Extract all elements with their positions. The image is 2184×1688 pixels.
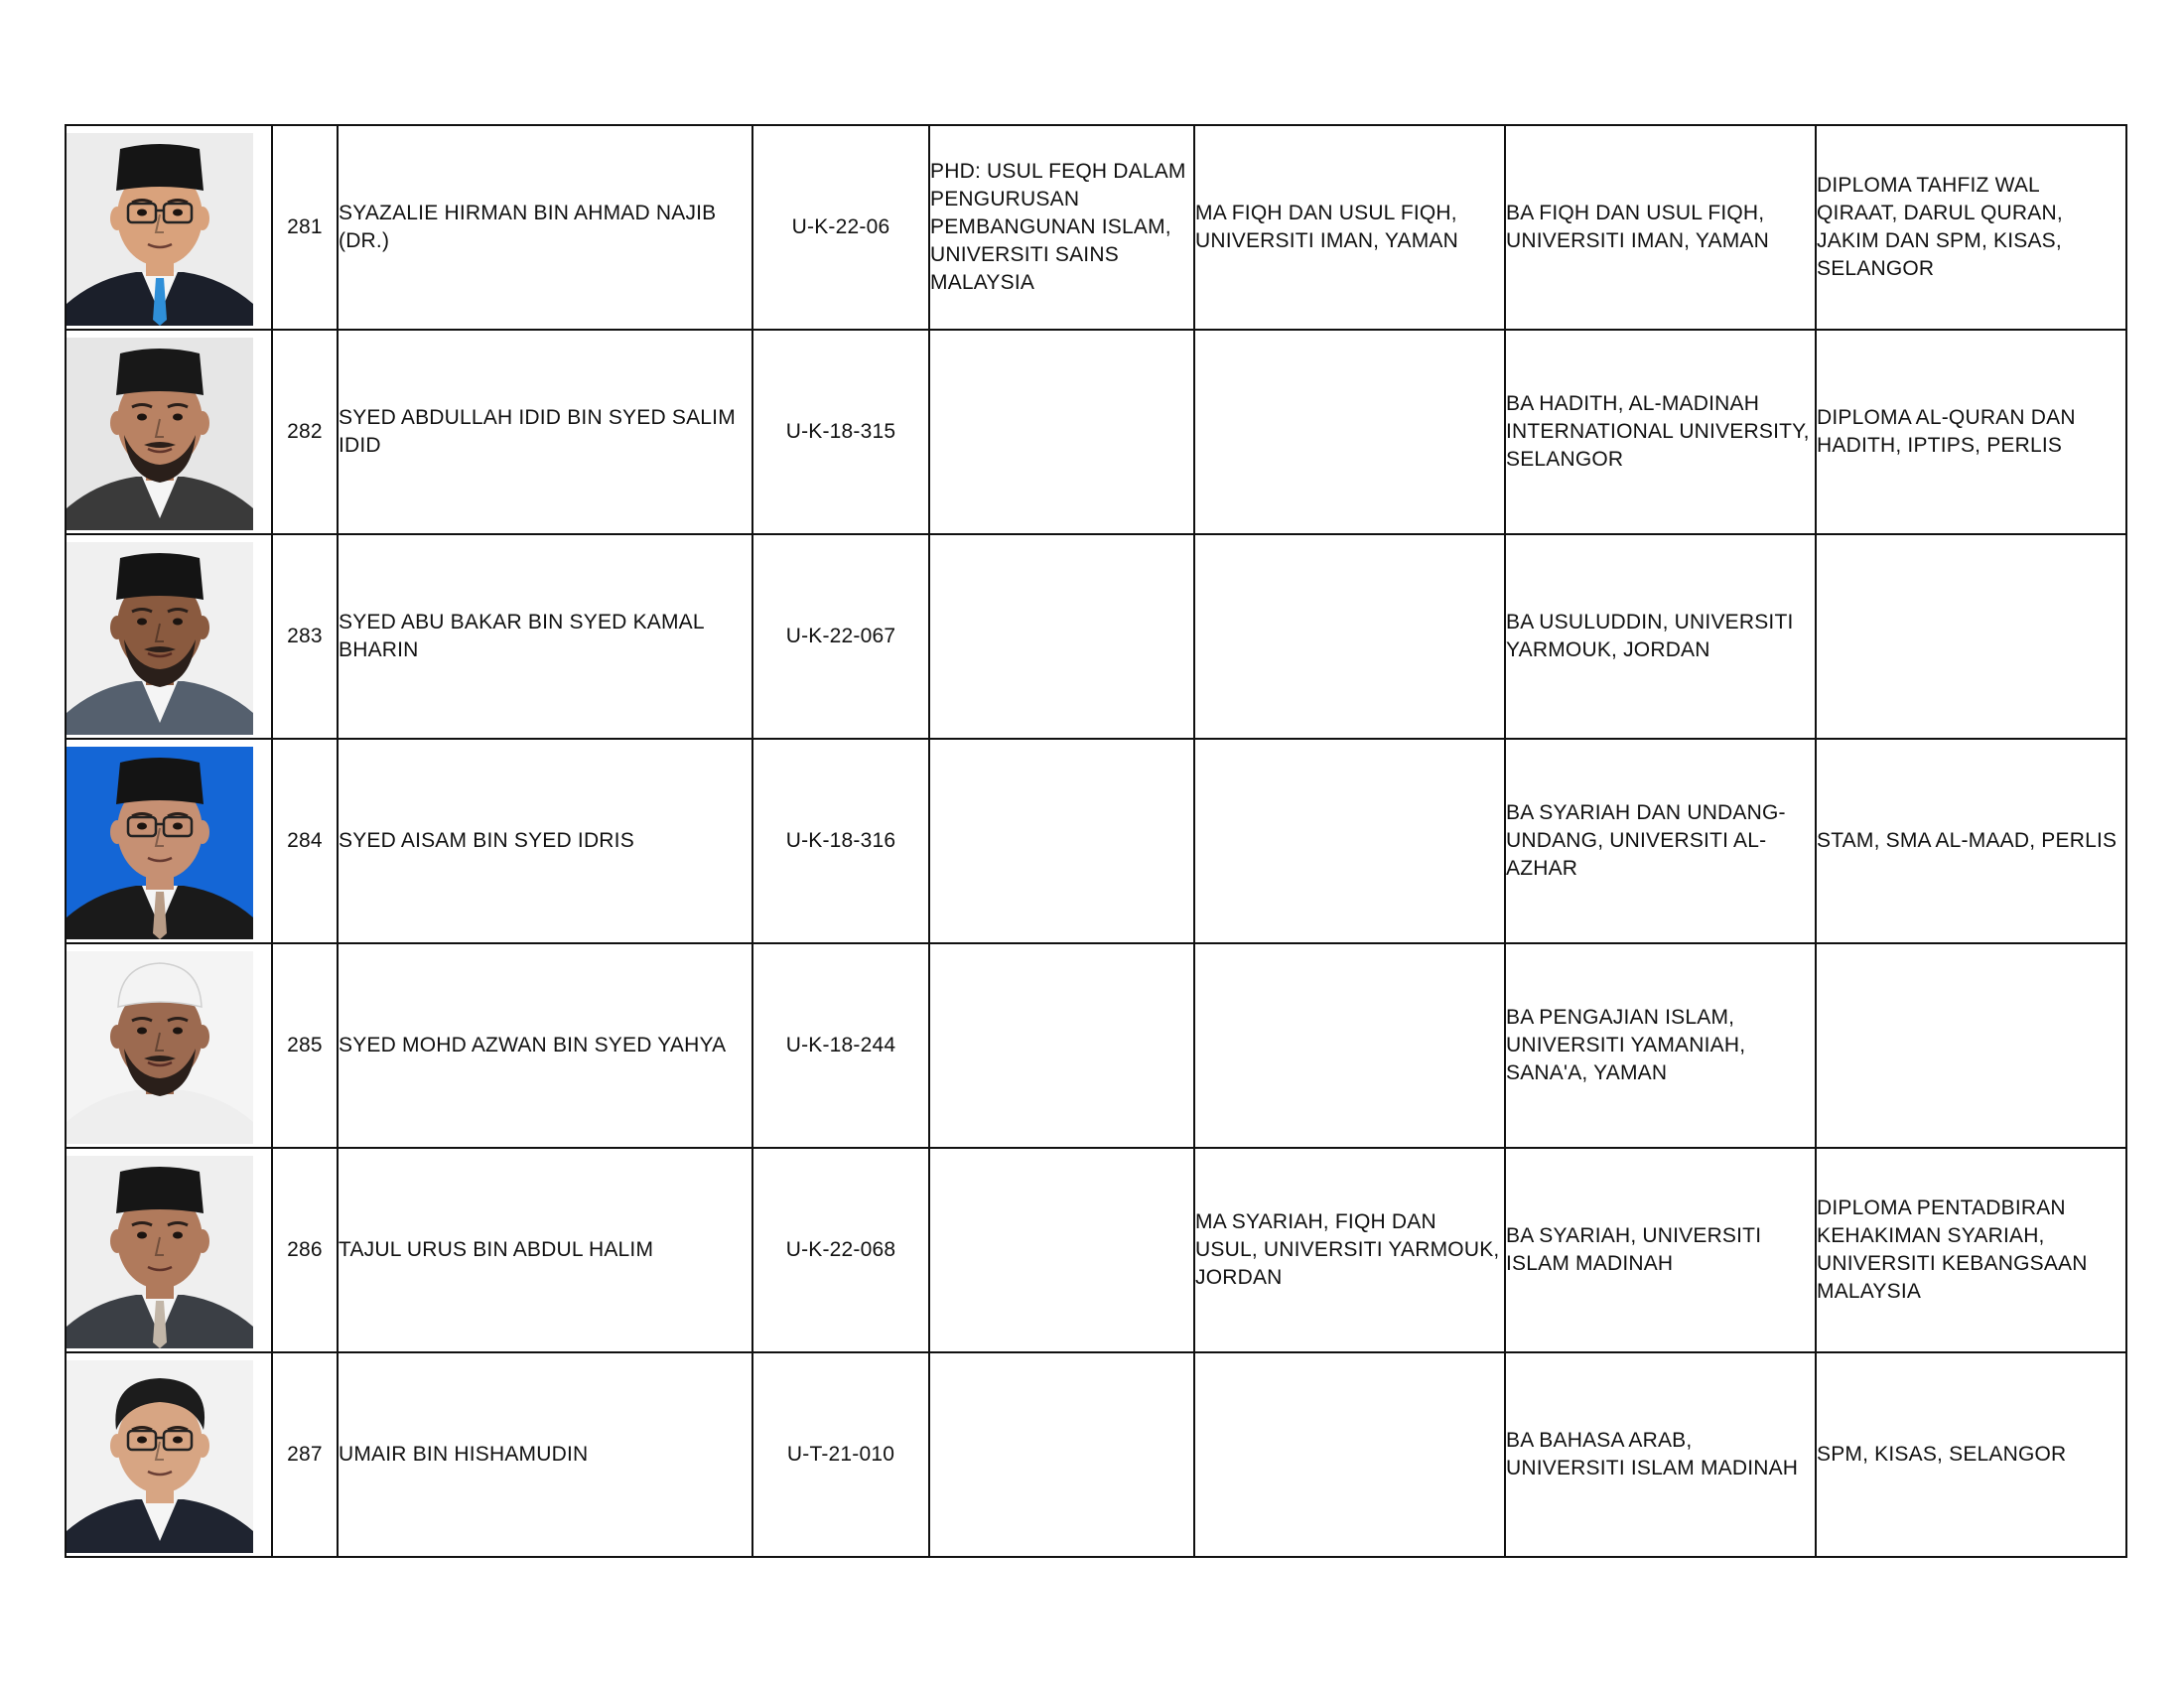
masters-qualification [1194,330,1505,534]
phd-qualification [929,330,1194,534]
portrait-photo [67,1360,253,1553]
person-name: UMAIR BIN HISHAMUDIN [338,1352,752,1557]
registration-code: U-K-18-316 [752,739,929,943]
portrait-photo [67,951,253,1144]
photo-cell [66,1352,272,1557]
row-number: 284 [272,739,338,943]
portrait-photo [67,133,253,326]
bachelors-qualification: BA BAHASA ARAB, UNIVERSITI ISLAM MADINAH [1505,1352,1816,1557]
portrait-image [67,747,253,939]
diploma-qualification: DIPLOMA PENTADBIRAN KEHAKIMAN SYARIAH, UNIVERSITI KEBANGSAAN MALAYSIA [1816,1148,2126,1352]
portrait-photo [67,747,253,939]
portrait-image [67,1360,253,1553]
table-row [66,330,2126,534]
portrait-image [67,133,253,326]
person-name: SYED AISAM BIN SYED IDRIS [338,739,752,943]
portrait-image [67,951,253,1144]
registration-code: U-K-18-244 [752,943,929,1148]
photo-cell [66,534,272,739]
table-row [66,739,2126,943]
portrait-photo [67,1156,253,1348]
row-number: 282 [272,330,338,534]
table-row [66,125,2126,330]
registration-code: U-K-22-06 [752,125,929,330]
phd-qualification [929,739,1194,943]
masters-qualification [1194,943,1505,1148]
bachelors-qualification: BA SYARIAH, UNIVERSITI ISLAM MADINAH [1505,1148,1816,1352]
registration-code: U-K-22-067 [752,534,929,739]
masters-qualification [1194,534,1505,739]
masters-qualification [1194,1352,1505,1557]
person-name: TAJUL URUS BIN ABDUL HALIM [338,1148,752,1352]
portrait-image [67,338,253,530]
registration-code: U-K-22-068 [752,1148,929,1352]
portrait-image [67,542,253,735]
masters-qualification [1194,739,1505,943]
row-number: 283 [272,534,338,739]
portrait-image [67,1156,253,1348]
diploma-qualification: STAM, SMA AL-MAAD, PERLIS [1816,739,2126,943]
phd-qualification: PHD: USUL FEQH DALAM PENGURUSAN PEMBANGUNAN ISLAM, UNIVERSITI SAINS MALAYSIA [929,125,1194,330]
photo-cell [66,943,272,1148]
person-name: SYED ABU BAKAR BIN SYED KAMAL BHARIN [338,534,752,739]
person-name: SYED ABDULLAH IDID BIN SYED SALIM IDID [338,330,752,534]
photo-cell [66,125,272,330]
row-number: 281 [272,125,338,330]
diploma-qualification: SPM, KISAS, SELANGOR [1816,1352,2126,1557]
photo-cell [66,330,272,534]
portrait-photo [67,338,253,530]
phd-qualification [929,943,1194,1148]
row-number: 286 [272,1148,338,1352]
table-row [66,1352,2126,1557]
photo-cell [66,1148,272,1352]
row-number: 287 [272,1352,338,1557]
bachelors-qualification: BA HADITH, AL-MADINAH INTERNATIONAL UNIVERSITY, SELANGOR [1505,330,1816,534]
masters-qualification: MA FIQH DAN USUL FIQH, UNIVERSITI IMAN, YAMAN [1194,125,1505,330]
portrait-photo [67,542,253,735]
phd-qualification [929,1148,1194,1352]
bachelors-qualification: BA PENGAJIAN ISLAM, UNIVERSITI YAMANIAH, SANA'A, YAMAN [1505,943,1816,1148]
registration-code: U-K-18-315 [752,330,929,534]
diploma-qualification [1816,943,2126,1148]
bachelors-qualification: BA SYARIAH DAN UNDANG-UNDANG, UNIVERSITI AL-AZHAR [1505,739,1816,943]
photo-cell [66,739,272,943]
masters-qualification: MA SYARIAH, FIQH DAN USUL, UNIVERSITI YARMOUK, JORDAN [1194,1148,1505,1352]
table-row [66,943,2126,1148]
table-row [66,534,2126,739]
diploma-qualification: DIPLOMA AL-QURAN DAN HADITH, IPTIPS, PERLIS [1816,330,2126,534]
table-body [66,125,2126,1557]
staff-qualification-table [65,124,2127,1558]
phd-qualification [929,534,1194,739]
bachelors-qualification: BA USULUDDIN, UNIVERSITI YARMOUK, JORDAN [1505,534,1816,739]
diploma-qualification [1816,534,2126,739]
table-row [66,1148,2126,1352]
diploma-qualification: DIPLOMA TAHFIZ WAL QIRAAT, DARUL QURAN, JAKIM DAN SPM, KISAS, SELANGOR [1816,125,2126,330]
person-name: SYED MOHD AZWAN BIN SYED YAHYA [338,943,752,1148]
registration-code: U-T-21-010 [752,1352,929,1557]
bachelors-qualification: BA FIQH DAN USUL FIQH, UNIVERSITI IMAN, YAMAN [1505,125,1816,330]
row-number: 285 [272,943,338,1148]
person-name: SYAZALIE HIRMAN BIN AHMAD NAJIB (DR.) [338,125,752,330]
phd-qualification [929,1352,1194,1557]
